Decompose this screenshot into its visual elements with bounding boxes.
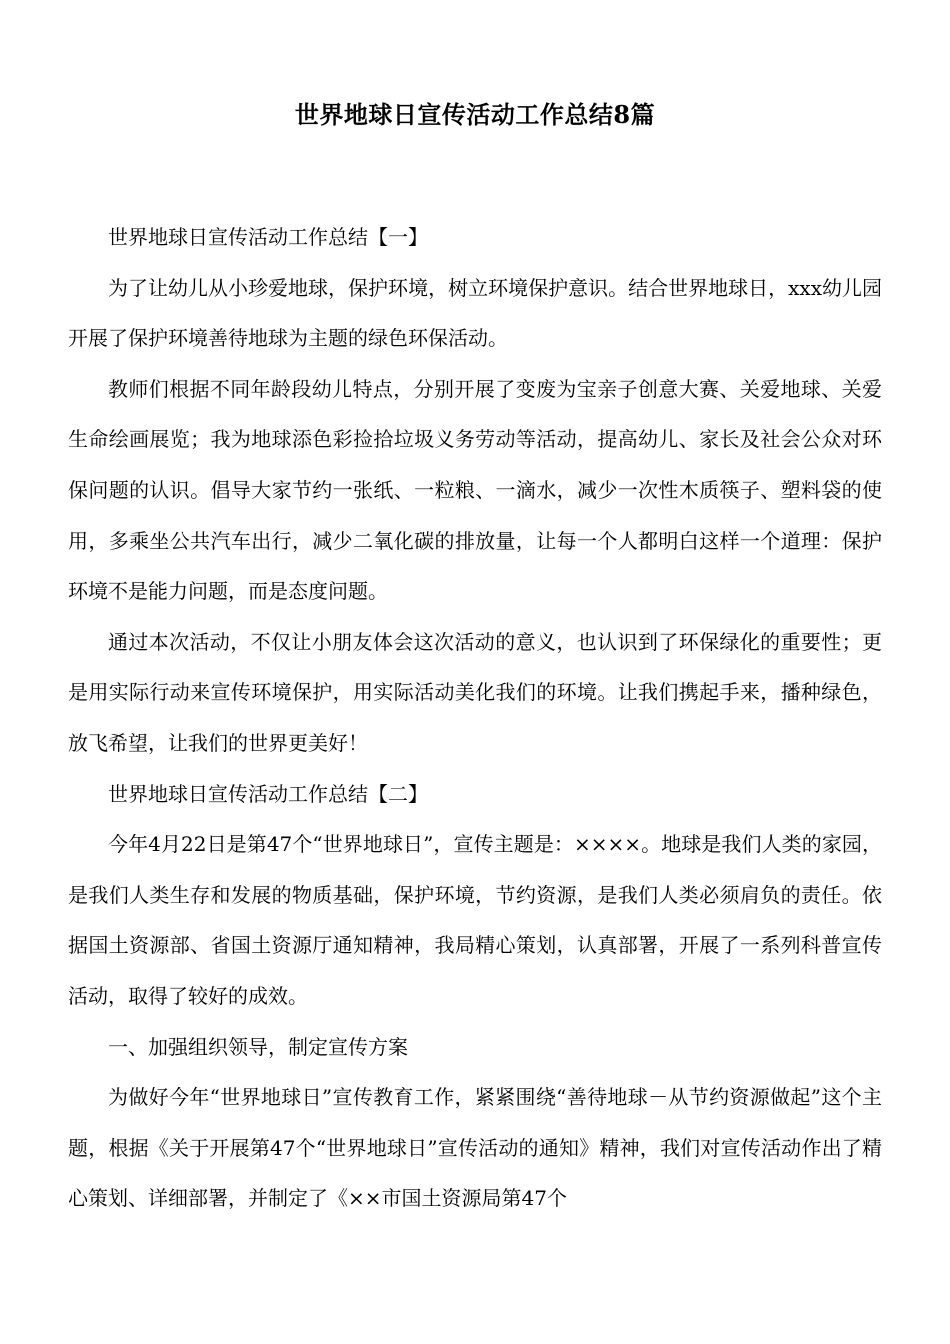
document-body [68, 212, 882, 1224]
paragraph: 为做好今年“世界地球日”宣传教育工作，紧紧围绕“善待地球－从节约资源做起”这个主题，根据《关于开展第47个“世界地球日”宣传活动的通知》精神，我们对宣传活动作出了精心策划、详细部署，并制定了《××市国土资源局第47个 [68, 1085, 882, 1211]
section-heading-1: 世界地球日宣传活动工作总结【一】 [108, 225, 428, 249]
paragraph: 教师们根据不同年龄段幼儿特点，分别开展了变废为宝亲子创意大赛、关爱地球、关爱生命绘画展览；我为地球添色彩捡拾垃圾义务劳动等活动，提高幼儿、家长及社会公众对环保问题的认识。倡导大家节约一张纸、一粒粮、一滴水，减少一次性木质筷子、塑料袋的使用，多乘坐公共汽车出行，减少二氧化碳的排放量，让每一个人都明白这样一个道理：保护环境不是能力问题，而是态度问题。 [68, 376, 882, 604]
subheading: 一、加强组织领导，制定宣传方案 [108, 1034, 408, 1059]
paragraph: 通过本次活动，不仅让小朋友体会这次活动的意义，也认识到了环保绿化的重要性；更是用实际行动来宣传环境保护，用实际活动美化我们的环境。让我们携起手来，播种绿色，放飞希望，让我们的世界更美好！ [68, 629, 882, 755]
document-title: 世界地球日宣传活动工作总结8篇 [294, 100, 656, 129]
paragraph: 今年4月22日是第47个“世界地球日”，宣传主题是：××××。地球是我们人类的家园，是我们人类生存和发展的物质基础，保护环境，节约资源，是我们人类必须肩负的责任。依据国土资源部、省国土资源厅通知精神，我局精心策划，认真部署，开展了一系列科普宣传活动，取得了较好的成效。 [68, 832, 882, 1008]
paragraph: 为了让幼儿从小珍爱地球，保护环境，树立环境保护意识。结合世界地球日，xxx幼儿园开展了保护环境善待地球为主题的绿色环保活动。 [68, 275, 882, 351]
section-heading-2: 世界地球日宣传活动工作总结【二】 [108, 781, 428, 806]
